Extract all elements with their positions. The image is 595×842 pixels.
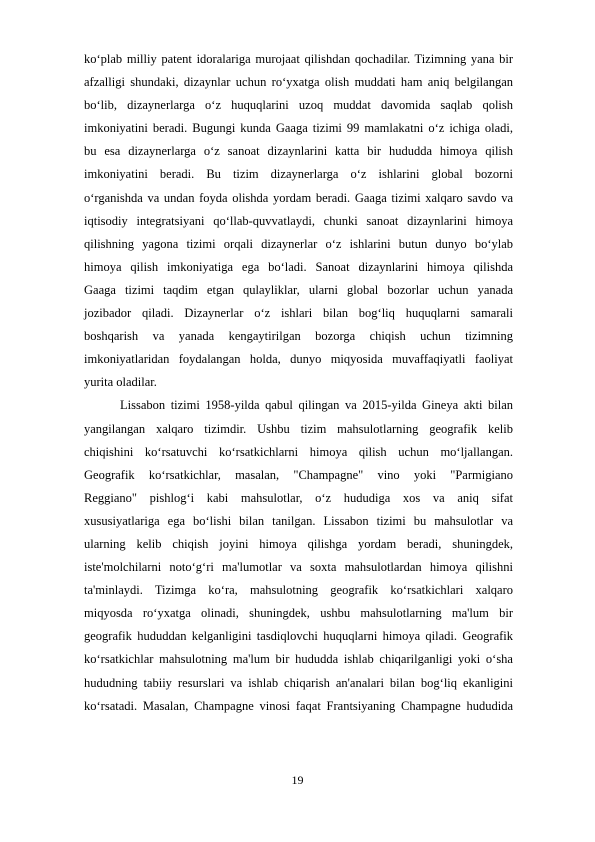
text-line: afzalligi shundaki, dizaynlar uchun ro‘yxatga olish muddati ham aniq belgilangan (84, 75, 513, 90)
text-line: chiqishini ko‘rsatuvchi ko‘rsatkichlarni himoya qilish uchun mo‘ljallangan. (84, 444, 513, 459)
text-line: yurita oladilar. (84, 375, 157, 390)
text-line: Geografik ko‘rsatkichlar, masalan, "Champagne" vino yoki "Parmigiano (84, 467, 513, 482)
text-line: iqtisodiy integratsiyani qo‘llab-quvvatlaydi, chunki sanoat dizaynlarini himoya (84, 213, 513, 228)
text-line: xususiyatlariga ega bo‘lishi bilan tanilgan. Lissabon tizimi bu mahsulotlar va (84, 513, 513, 528)
text-line: Reggiano" pishlog‘i kabi mahsulotlar, o‘z hududiga xos va aniq sifat (84, 490, 513, 505)
text-line: bo‘lib, dizaynerlarga o‘z huquqlarini uzoq muddat davomida saqlab qolish (84, 98, 513, 113)
text-line: o‘rganishda va undan foyda olishda yordam beradi. Gaaga tizimi xalqaro savdo va (84, 190, 513, 205)
text-line: imkoniyatlaridan foydalangan holda, dunyo miqyosida muvaffaqiyatli faoliyat (84, 352, 513, 367)
text-line: ko‘rsatkichlar mahsulotning ma'lum bir hududda ishlab chiqarilganligi yoki o‘sha (84, 652, 513, 667)
text-line: boshqarish va yanada kengaytirilgan bozorga chiqish uchun tizimning (84, 329, 513, 344)
paragraph-first-line: Lissabon tizimi 1958-yilda qabul qilingan va 2015-yilda Gineya akti bilan (120, 398, 513, 413)
text-line: hududning tabiiy resurslari va ishlab chiqarish an'analari bilan bog‘liq ekanligini (84, 675, 513, 690)
text-line: geografik hududdan kelganligini tasdiqlovchi huquqlarni himoya qiladi. Geografik (84, 629, 513, 644)
text-line: qilishning yagona tizimi orqali dizaynerlar o‘z ishlarini butun dunyo bo‘ylab (84, 236, 513, 251)
text-line: yangilangan xalqaro tizimdir. Ushbu tizim mahsulotlarning geografik kelib (84, 421, 513, 436)
page-number: 19 (291, 773, 304, 787)
text-line: ko‘plab milliy patent idoralariga murojaat qilishdan qochadilar. Tizimning yana bir (84, 52, 513, 66)
text-line: iste'molchilarni noto‘g‘ri ma'lumotlar va soxta mahsulotlardan himoya qilishni (84, 560, 513, 575)
text-line: imkoniyatini beradi. Bugungi kunda Gaaga tizimi 99 mamlakatni o‘z ichiga oladi, (84, 121, 513, 136)
text-line: ko‘rsatadi. Masalan, Champagne vinosi faqat Frantsiyaning Champagne hududida (84, 698, 513, 713)
text-line: himoya qilish imkoniyatiga ega bo‘ladi. Sanoat dizaynlarini himoya qilishda (84, 259, 513, 274)
text-line: bu esa dizaynerlarga o‘z sanoat dizaynlarini katta bir hududda himoya qilish (84, 144, 513, 159)
text-line: Gaaga tizimi taqdim etgan qulayliklar, ularni global bozorlar uchun yanada (84, 282, 513, 297)
text-line: jozibador qiladi. Dizaynerlar o‘z ishlari bilan bog‘liq huquqlarni samarali (84, 306, 513, 321)
text-line: ularning kelib chiqish joyini himoya qilishga yordam beradi, shuningdek, (84, 536, 513, 551)
body-text (84, 48, 513, 718)
text-line: ta'minlaydi. Tizimga ko‘ra, mahsulotning geografik ko‘rsatkichlari xalqaro (84, 583, 513, 598)
text-line: miqyosda ro‘yxatga olinadi, shuningdek, ushbu mahsulotlarning ma'lum bir (84, 606, 513, 621)
text-line: imkoniyatini beradi. Bu tizim dizaynerlarga o‘z ishlarini global bozorni (84, 167, 513, 182)
